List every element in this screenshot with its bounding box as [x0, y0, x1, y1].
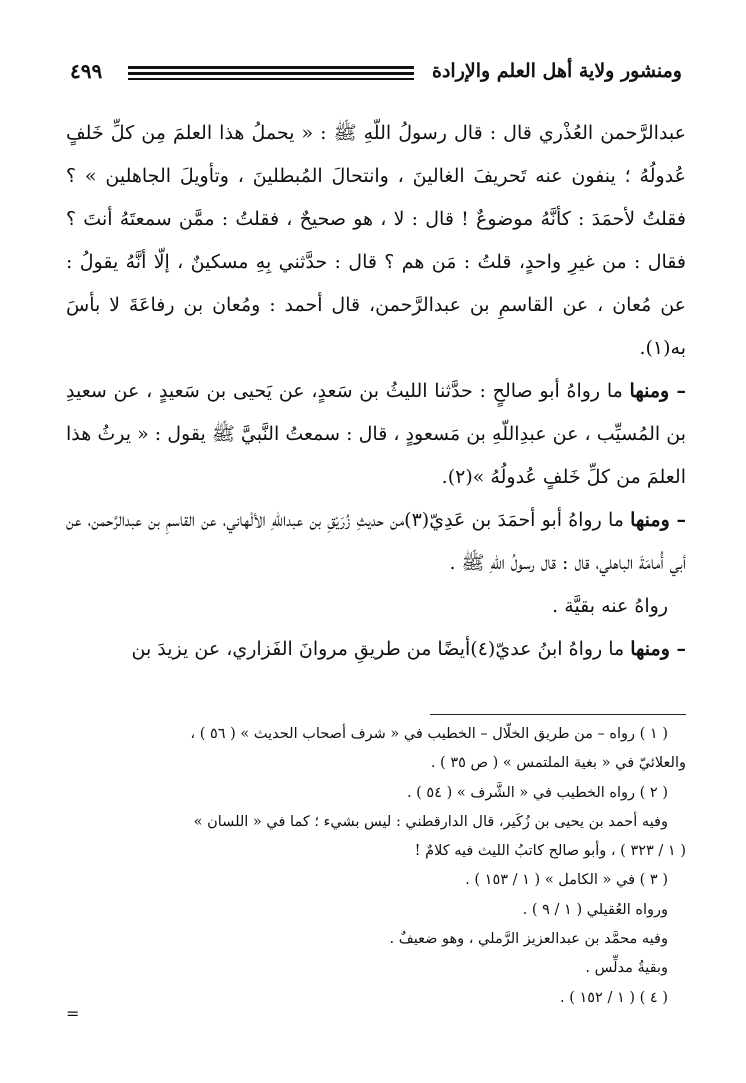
paragraph-5-text: ما رواهُ ابنُ عديّ(٤)أيضًا من طريقِ مروانَ الفَزاري، عن يزيدَ بن: [131, 638, 631, 660]
footnote-3-line-4: وبقيةُ مدلِّس .: [585, 960, 668, 977]
footnote-3-line-2: ورواه العُقيلي ( ١ / ٩ ) .: [522, 901, 668, 918]
footnote-1-line-2: والعلائيّ في « بغية الملتمس » ( ص ٣٥ ) .: [430, 755, 686, 772]
paragraph-3-lead: – ومنها: [630, 509, 687, 531]
paragraph-3-text: ما رواهُ أبو أحمَدَ بن عَدِيّ(٣)من حديثِ زُرَيْقِ بن عبداللّهِ الألْهاني، عن القاسمِ بن عبدالرَّحمن، عن أبي أُمامَةَ الباهلي، قال : قال رسولُ اللّهِ ﷺ .: [66, 509, 686, 574]
footnotes: [66, 720, 686, 1013]
footnote-2-line-1: ( ٢ ) رواه الخطيب في « الشَّرف » ( ٥٤ ) .: [406, 784, 668, 801]
page-number: ٤٩٩: [70, 59, 103, 83]
paragraph-4: رواهُ عنه بقيَّة .: [552, 595, 668, 617]
running-title: ومنشور ولاية أهل العلم والإرادة: [432, 60, 682, 82]
paragraph-2-text: ما رواهُ أبو صالحٍ : حدَّثنا الليثُ بن سَعدٍ، عن يَحيى بن سَعيدٍ ، عن سعيدِ بن المُسيِّب ، عن عبدِاللّهِ بن مَسعودٍ ، قال : سمعتُ النَّبيَّ ﷺ يقول : « يرثُ هذا العلمَ من كلِّ خَلفٍ عُدولُهُ »(٢).: [66, 380, 686, 488]
main-text: [66, 112, 686, 671]
header-rule: [128, 66, 414, 80]
paragraph-2-lead: – ومنها: [629, 380, 686, 402]
footnote-1-line-1: ( ١ ) رواه – من طريق الخلّال – الخطيب في « شرف أصحاب الحديث » ( ٥٦ ) ،: [190, 726, 668, 742]
paragraph-3: [66, 499, 686, 585]
paragraph-1: عبدالرَّحمن العُذْري قال : قال رسولُ اللّهِ ﷺ : « يحملُ هذا العلمَ مِن كلِّ خَلفٍ عُدولُهُ ؛ ينفون عنه تَحريفَ الغالينَ ، وانتحالَ المُبطلينَ ، وتأويلَ الجاهلين » ؟ فقلتُ لأحمَدَ : كأنَّهُ موضوعٌ ! قال : لا ، هو صحيحٌ ، فقلتُ : ممَّن سمعتَهُ أنتَ ؟ فقال : من غيرِ واحدٍ، قلتُ : مَن هم ؟ قال : حدَّثني بِهِ مسكينٌ ، إلّا أنَّهُ يقولُ : عن مُعان ، عن القاسمِ بن عبدالرَّحمن، قال أحمد : ومُعان بن رفاعَةَ لا بأسَ به(١).: [66, 122, 686, 359]
footnote-3-line-3: وفيه محمَّد بن عبدالعزيز الرَّملي ، وهو ضعيفٌ .: [389, 931, 668, 948]
paragraph-2: [66, 370, 686, 499]
margin-mark: =: [66, 1004, 80, 1023]
paragraph-5-lead: – ومنها: [630, 638, 686, 660]
footnote-2-line-3: ( ١ / ٣٢٣ ) ، وأبو صالح كاتبُ الليث فيه كلامٌ !: [414, 843, 686, 860]
footnote-4-line-1: ( ٤ ) ( ١ / ١٥٢ ) .: [560, 989, 668, 1006]
footnote-rule: [430, 714, 686, 715]
footnote-2-line-2: وفيه أحمد بن يحيى بن زُكَير، قال الدارقطني : ليس بشيء ؛ كما في « اللسان »: [193, 813, 668, 830]
paragraph-5: [66, 628, 686, 671]
page-header: [70, 56, 682, 96]
footnote-3-line-1: ( ٣ ) في « الكامل » ( ١ / ١٥٣ ) .: [465, 872, 668, 889]
